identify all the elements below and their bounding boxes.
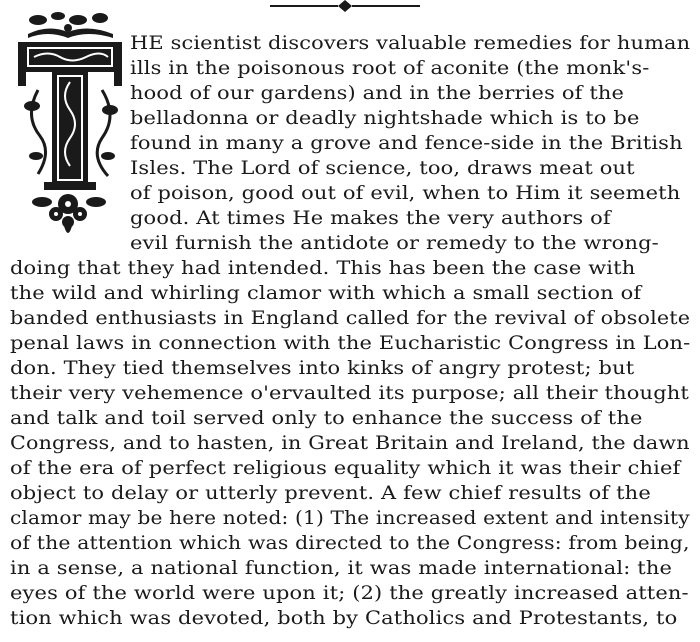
text-line: doing that they had intended. This has been the case with [10, 258, 636, 279]
text-line: belladonna or deadly nightshade which is to be [130, 108, 640, 129]
decorated-initial [8, 6, 126, 240]
header-ornament [270, 0, 420, 12]
text-line: found in many a grove and fence-side in the British [130, 133, 683, 154]
text-line: of the attention which was directed to the Congress: from being, [10, 533, 690, 554]
text-line: ills in the poisonous root of aconite (the monk's- [130, 58, 650, 79]
text-line: don. They tied themselves into kinks of angry protest; but [10, 358, 635, 379]
text-line: penal laws in connection with the Eucharistic Congress in Lon- [10, 333, 691, 354]
text-line: object to delay or utterly prevent. A few chief results of the [10, 483, 651, 504]
text-line: eyes of the world were upon it; (2) the greatly increased atten- [10, 583, 689, 604]
text-line: good. At times He makes the very authors of [130, 208, 611, 229]
text-line: evil furnish the antidote or remedy to the wrong- [130, 233, 659, 254]
text-line: banded enthusiasts in England called for the revival of obsolete [10, 308, 691, 329]
text-line: Congress, and to hasten, in Great Britain and Ireland, the dawn [10, 433, 690, 454]
text-line: clamor may be here noted: (1) The increased extent and intensity [10, 508, 690, 529]
text-line: and talk and toil served only to enhance the success of the [10, 408, 643, 429]
text-line: in a sense, a national function, it was made international: the [10, 558, 673, 579]
text-line: Isles. The Lord of science, too, draws meat out [130, 158, 635, 179]
text-line: the wild and whirling clamor with which a small section of [10, 283, 642, 304]
text-line: hood of our gardens) and in the berries of the [130, 83, 625, 104]
text-line: of the era of perfect religious equality which it was their chief [10, 458, 681, 479]
text-line: tion which was devoted, both by Catholics and Protestants, to [10, 608, 678, 629]
text-line: of poison, good out of evil, when to Him it seemeth [130, 183, 681, 204]
text-line: HE scientist discovers valuable remedies for human [130, 33, 691, 54]
text-line: their very vehemence o'ervaulted its purpose; all their thought [10, 383, 689, 404]
